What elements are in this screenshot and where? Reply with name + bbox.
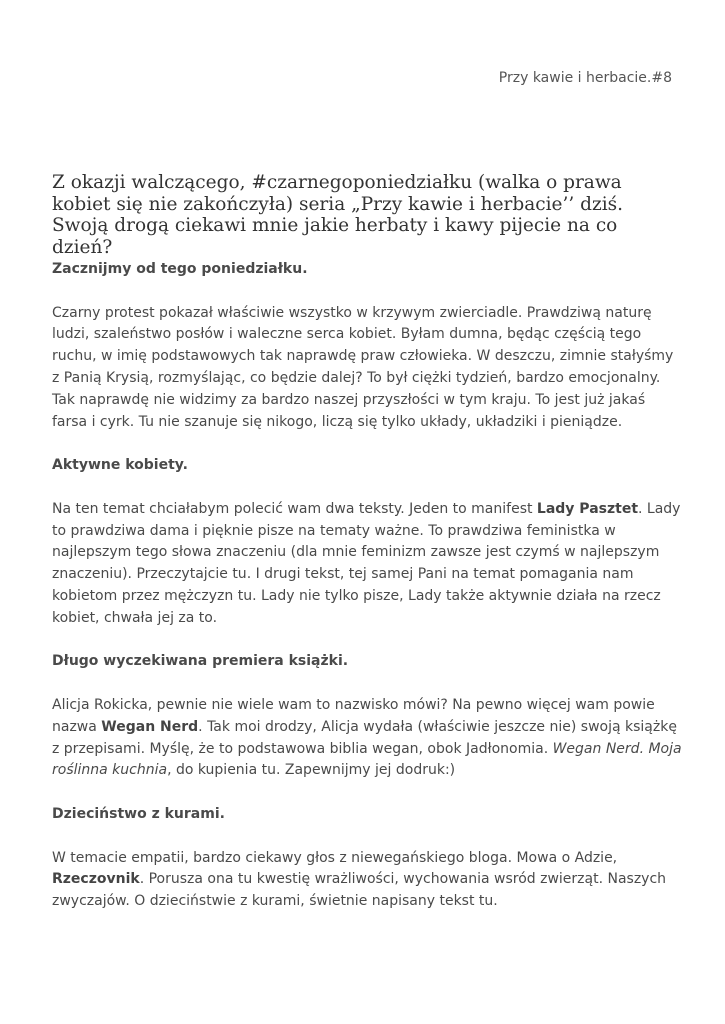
section-heading-active-women: Aktywne kobiety. xyxy=(52,457,188,474)
link-tu-helping[interactable]: tu xyxy=(237,587,253,604)
intro-text: Z okazji walczącego, #czarnegoponiedziałku (walka o prawa kobiet się nie zakończyła) seria „Przy kawie i herbacie’’ dziś. Swoją drogą ciekawi mnie jakie herbaty i kawy pijecie na co dzień? xyxy=(52,172,624,258)
section-heading-childhood: Dzieciństwo z kurami. xyxy=(52,805,225,822)
rzeczovnik-name: Rzeczovnik xyxy=(52,871,140,888)
link-tu-childhood[interactable]: tu xyxy=(478,893,494,910)
link-tu-book[interactable]: tu xyxy=(261,762,276,779)
book-title: Wegan Nerd. Moja roślinna kuchnia xyxy=(52,740,682,779)
lady-pasztet-name: Lady Pasztet xyxy=(536,500,639,517)
header-title: Przy kawie i herbacie.#8 xyxy=(498,70,672,86)
section-body-childhood: W temacie empatii, bardzo ciekawy głos z niewegańskiego bloga. Mowa o Adzie, Rzeczovnik. Porusza ona tu kwestię wrażliwości, wychowania wsród zwierząt. Naszych zwyczajów. O dzieciństwie z kurami, świetnie napisany tekst tu. xyxy=(52,849,667,910)
link-tu-manifest[interactable]: tu xyxy=(232,566,247,583)
wegan-nerd-name: Wegan Nerd xyxy=(101,718,199,735)
section-body-book-premiere: Alicja Rokicka, pewnie nie wiele wam to nazwisko mówi? Na pewno więcej wam powie nazwa Wegan Nerd. Tak moi drodzy, Alicja wydała (właściwie jeszcze nie) swoją książkę z przepisami. Myślę, że to podstawowa biblia wegan, obok Jadłonomia. Wegan Nerd. Moja roślinna kuchnia, do kupienia tu. Zapewnijmy jej dodruk:) xyxy=(52,696,682,779)
section-body-monday: Czarny protest pokazał właściwie wszystko w krzywym zwierciadle. Prawdziwą naturę ludzi, szaleństwo posłów i waleczne serca kobiet. Byłam dumna, będąc częścią tego ruchu, w imię podstawowych tak naprawdę praw człowieka. W deszczu, zimnie stałyśmy z Panią Krysią, rozmyślając, co będzie dalej? To był ciężki tydzień, bardzo emocjonalny. Tak naprawdę nie widzimy za bardzo naszej przyszłości w tym kraju. To jest już jakaś farsa i cyrk. Tu nie szanuje się nikogo, liczą się tylko układy, układziki i pieniądze. xyxy=(52,304,674,430)
article-body xyxy=(52,259,682,913)
section-heading-monday: Zacznijmy od tego poniedziałku. xyxy=(52,261,308,277)
section-heading-book-premiere: Długo wyczekiwana premiera książki. xyxy=(52,653,349,670)
section-body-active-women: Na ten temat chciałabym polecić wam dwa teksty. Jeden to manifest Lady Pasztet. Lady to prawdziwa dama i pięknie pisze na tematy ważne. To prawdziwa feministka w najlepszym tego słowa znaczeniu (dla mnie feminizm zawsze jest czymś w najlepszym znaczeniu). Przeczytajcie tu. I drugi tekst, tej samej Pani na temat pomagania nam kobietom przez mężczyzn tu. Lady nie tylko pisze, Lady także aktywnie działa na rzecz kobiet, chwała jej za to. xyxy=(52,500,681,626)
